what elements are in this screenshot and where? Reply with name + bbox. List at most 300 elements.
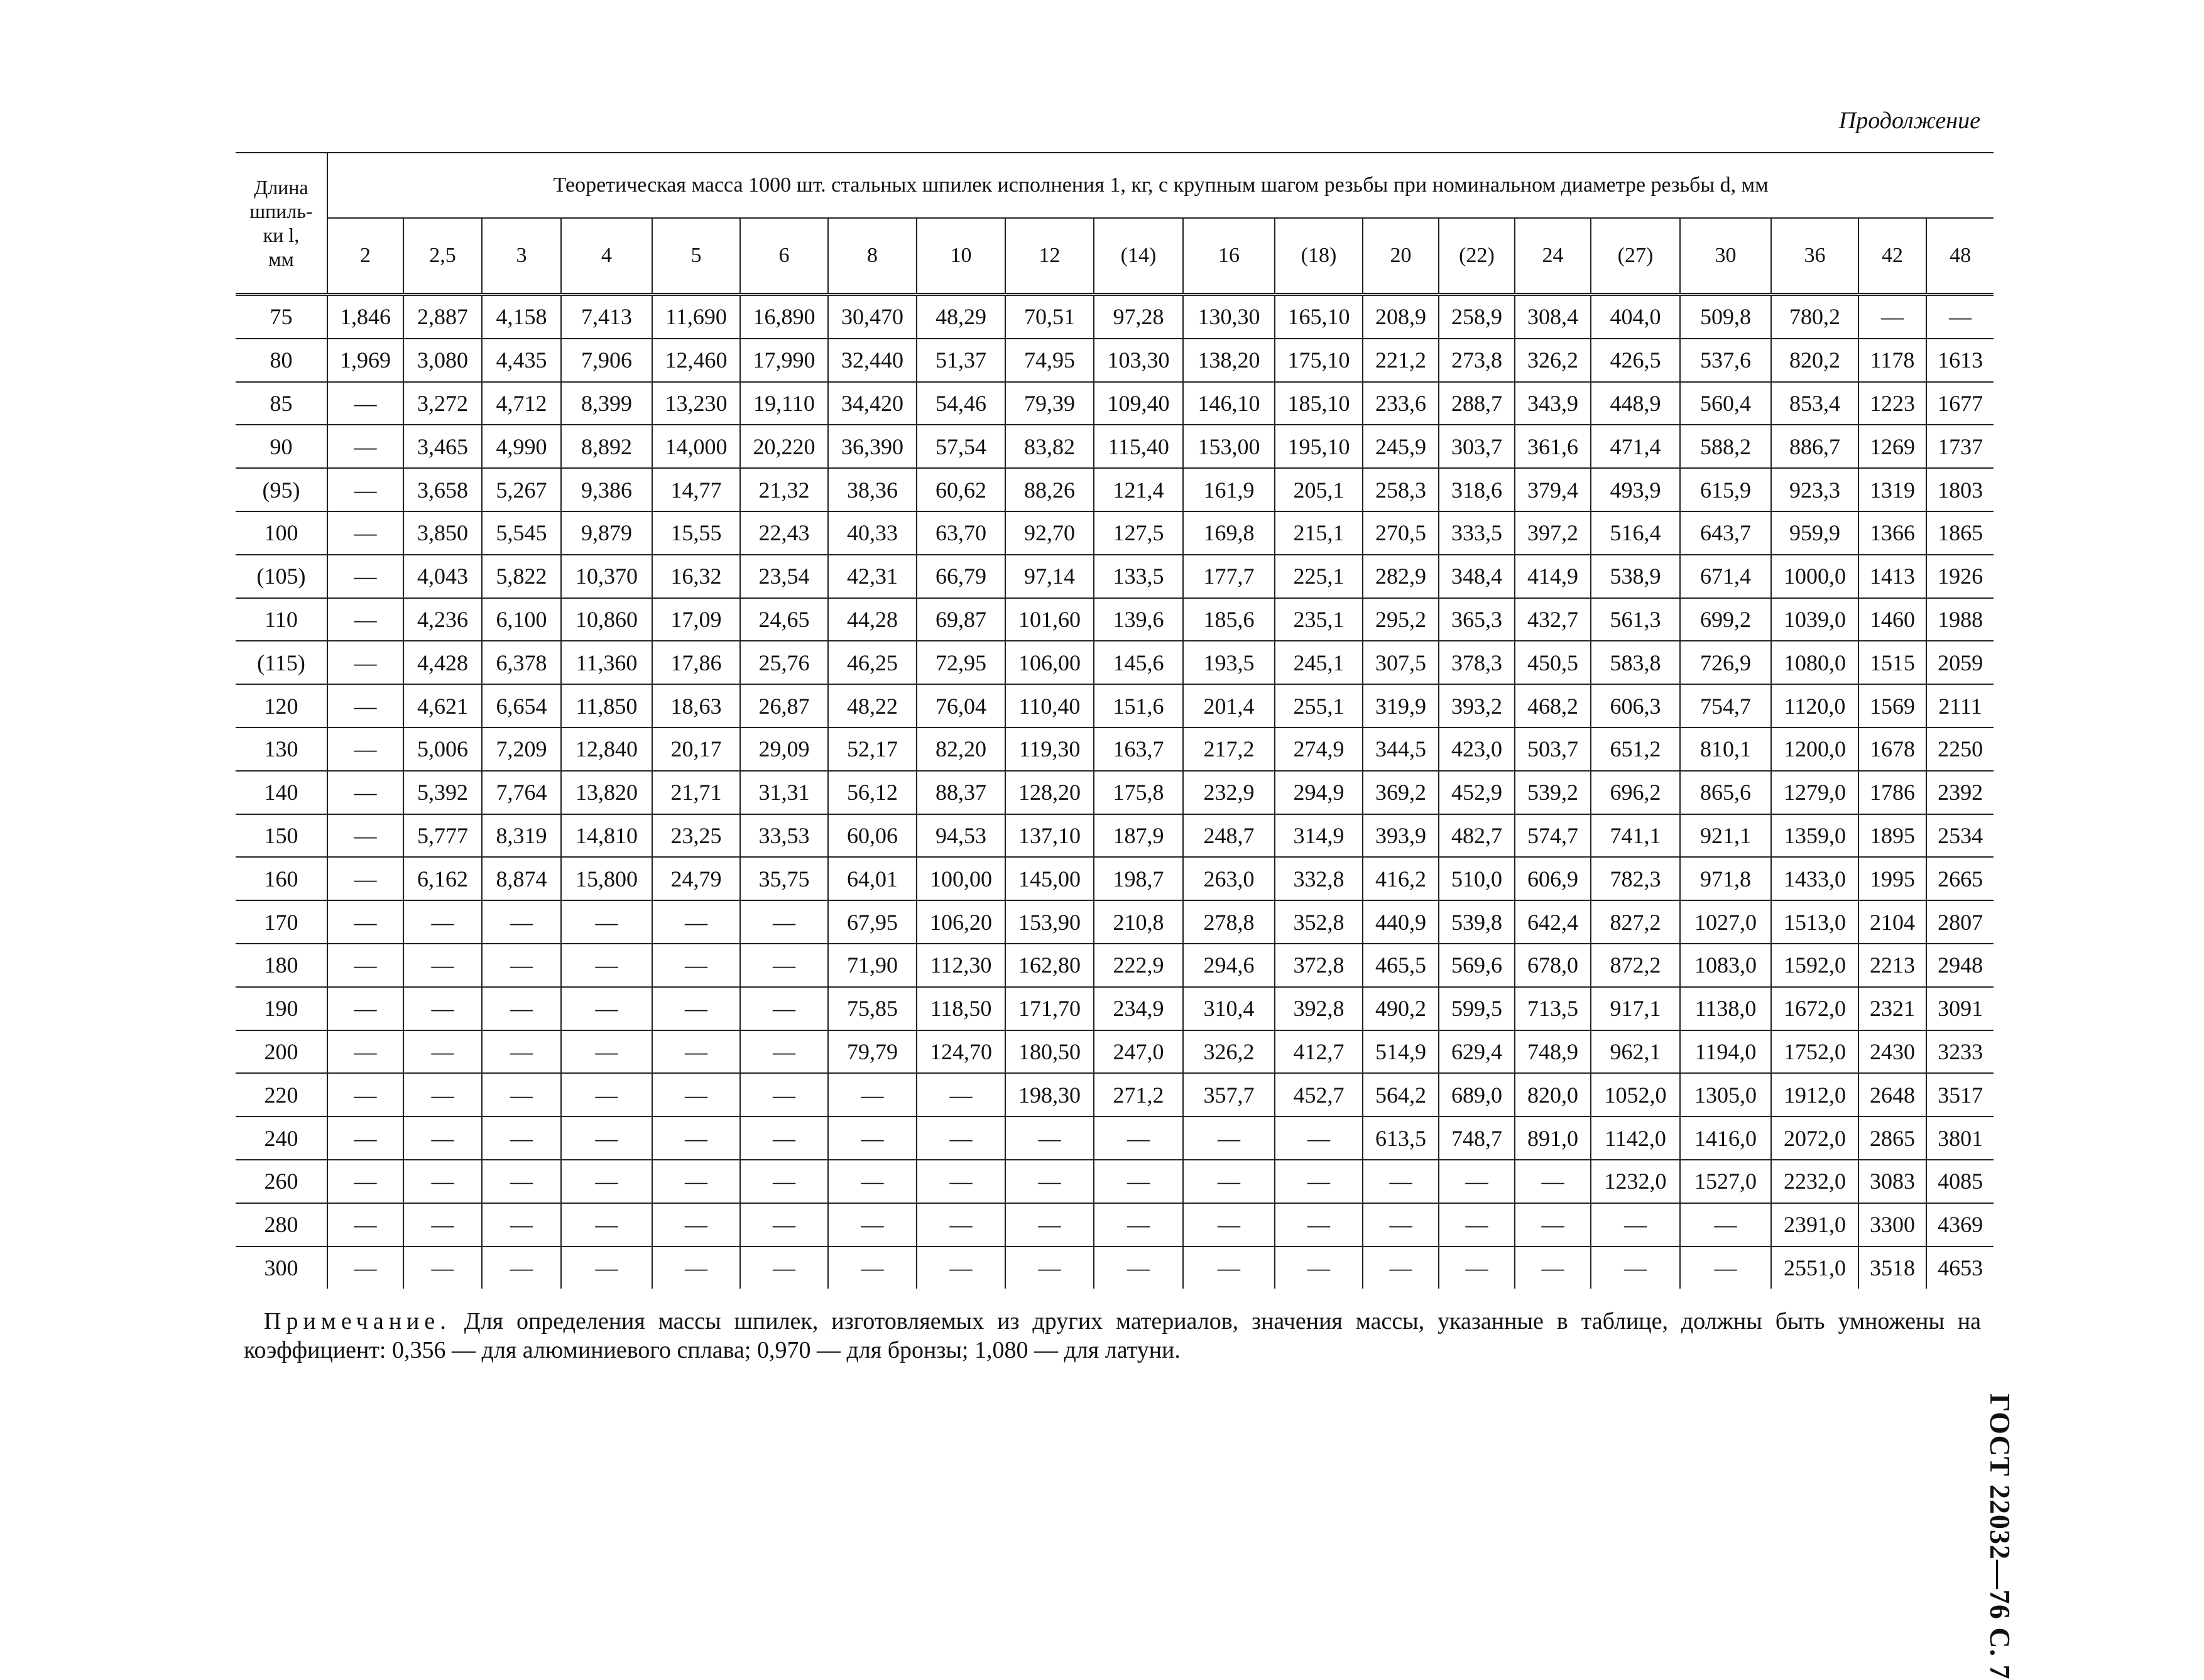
mass-cell: 344,5 [1363, 728, 1439, 771]
mass-cell: — [1591, 1203, 1680, 1246]
mass-cell: 569,6 [1439, 944, 1515, 987]
mass-cell: — [327, 1203, 403, 1246]
mass-cell: 2213 [1858, 944, 1926, 987]
mass-cell: 127,5 [1094, 511, 1183, 555]
mass-cell: 1895 [1858, 814, 1926, 858]
mass-cell: 1672,0 [1771, 987, 1858, 1030]
mass-cell: — [828, 1246, 917, 1289]
length-header-line-3: ки l, [263, 224, 300, 246]
mass-cell: 1138,0 [1680, 987, 1771, 1030]
mass-cell: 88,26 [1005, 468, 1094, 511]
mass-cell: 827,2 [1591, 900, 1680, 944]
table-row [236, 857, 1994, 900]
mass-cell: 1,969 [327, 339, 403, 382]
length-cell: (95) [236, 468, 327, 511]
mass-cell: 48,22 [828, 684, 917, 728]
length-cell: (105) [236, 555, 327, 598]
mass-cell: — [327, 900, 403, 944]
mass-cell: 393,2 [1439, 684, 1515, 728]
mass-cell: — [652, 944, 740, 987]
mass-cell: 109,40 [1094, 382, 1183, 425]
table-row [236, 1246, 1994, 1289]
mass-cell: — [1094, 1203, 1183, 1246]
mass-cell: 79,39 [1005, 382, 1094, 425]
mass-cell: 1865 [1926, 511, 1994, 555]
mass-cell: — [482, 1246, 561, 1289]
mass-cell: — [917, 1116, 1005, 1160]
mass-cell: 258,3 [1363, 468, 1439, 511]
mass-cell: — [482, 1116, 561, 1160]
mass-cell: — [652, 1246, 740, 1289]
mass-cell: 1178 [1858, 339, 1926, 382]
mass-cell: 780,2 [1771, 295, 1858, 339]
diameter-header: 12 [1005, 218, 1094, 295]
mass-cell: 332,8 [1275, 857, 1363, 900]
length-cell: 75 [236, 295, 327, 339]
mass-cell: — [652, 1160, 740, 1203]
mass-cell: 52,17 [828, 728, 917, 771]
mass-cell: 561,3 [1591, 598, 1680, 641]
mass-cell: 24,79 [652, 857, 740, 900]
mass-cell: — [403, 900, 482, 944]
mass-cell: — [1363, 1203, 1439, 1246]
mass-cell: — [561, 1160, 652, 1203]
mass-cell: — [828, 1203, 917, 1246]
mass-cell: 1269 [1858, 425, 1926, 468]
mass-cell: — [740, 1073, 828, 1116]
diameter-header: (18) [1275, 218, 1363, 295]
mass-cell: 318,6 [1439, 468, 1515, 511]
mass-cell: 171,70 [1005, 987, 1094, 1030]
mass-cell: 452,9 [1439, 771, 1515, 814]
mass-cell: 3518 [1858, 1246, 1926, 1289]
mass-cell: 10,860 [561, 598, 652, 641]
mass-cell: — [740, 987, 828, 1030]
mass-cell: 245,1 [1275, 641, 1363, 684]
mass-cell: — [327, 814, 403, 858]
mass-cell: 282,9 [1363, 555, 1439, 598]
mass-cell: 510,0 [1439, 857, 1515, 900]
mass-cell: 33,53 [740, 814, 828, 858]
mass-cell: 971,8 [1680, 857, 1771, 900]
mass-cell: 234,9 [1094, 987, 1183, 1030]
note-text: Для определения массы шпилек, изготовляемых из других материалов, значения массы, указанные в таблице, должны быть умножены на коэффициент: 0,356 — для алюминиевого сплава; 0,970 — для бронзы; 1,080 — для латуни. [244, 1308, 1981, 1363]
table-row [236, 339, 1994, 382]
note-label: Примечание. [264, 1308, 451, 1334]
mass-cell: 310,4 [1183, 987, 1275, 1030]
mass-cell: 2111 [1926, 684, 1994, 728]
mass-cell: 232,9 [1183, 771, 1275, 814]
mass-cell: — [1858, 295, 1926, 339]
mass-cell: — [1183, 1116, 1275, 1160]
mass-cell: — [917, 1160, 1005, 1203]
mass-cell: 30,470 [828, 295, 917, 339]
mass-cell: 2430 [1858, 1030, 1926, 1074]
mass-cell: 539,2 [1515, 771, 1591, 814]
mass-cell: 921,1 [1680, 814, 1771, 858]
mass-cell: 6,378 [482, 641, 561, 684]
mass-cell: 119,30 [1005, 728, 1094, 771]
mass-cell: 153,00 [1183, 425, 1275, 468]
mass-cell: 465,5 [1363, 944, 1439, 987]
mass-cell: 357,7 [1183, 1073, 1275, 1116]
mass-cell: 3083 [1858, 1160, 1926, 1203]
mass-cell: 245,9 [1363, 425, 1439, 468]
mass-cell: 1366 [1858, 511, 1926, 555]
mass-cell: — [828, 1116, 917, 1160]
mass-cell: 7,413 [561, 295, 652, 339]
mass-cell: 699,2 [1680, 598, 1771, 641]
mass-cell: 3300 [1858, 1203, 1926, 1246]
mass-cell: 20,17 [652, 728, 740, 771]
mass-cell: 7,764 [482, 771, 561, 814]
mass-cell: 13,230 [652, 382, 740, 425]
mass-cell: 1592,0 [1771, 944, 1858, 987]
mass-cell: 917,1 [1591, 987, 1680, 1030]
mass-cell: 16,890 [740, 295, 828, 339]
mass-cell: 8,892 [561, 425, 652, 468]
mass-cell: 583,8 [1591, 641, 1680, 684]
mass-cell: 153,90 [1005, 900, 1094, 944]
mass-cell: 294,6 [1183, 944, 1275, 987]
mass-cell: 6,100 [482, 598, 561, 641]
mass-cell: 35,75 [740, 857, 828, 900]
diameter-header: (14) [1094, 218, 1183, 295]
mass-cell: 426,5 [1591, 339, 1680, 382]
length-cell: 180 [236, 944, 327, 987]
mass-cell: — [652, 900, 740, 944]
mass-cell: 5,777 [403, 814, 482, 858]
mass-cell: 1677 [1926, 382, 1994, 425]
mass-cell: 79,79 [828, 1030, 917, 1074]
mass-cell: 651,2 [1591, 728, 1680, 771]
mass-cell: 274,9 [1275, 728, 1363, 771]
mass-cell: — [652, 1073, 740, 1116]
mass-cell: 2534 [1926, 814, 1994, 858]
table-row [236, 598, 1994, 641]
mass-cell: 365,3 [1439, 598, 1515, 641]
table-row [236, 900, 1994, 944]
diameter-header: 48 [1926, 218, 1994, 295]
mass-cell: 67,95 [828, 900, 917, 944]
mass-cell: 46,25 [828, 641, 917, 684]
mass-cell: 1460 [1858, 598, 1926, 641]
mass-cell: 112,30 [917, 944, 1005, 987]
mass-cell: 853,4 [1771, 382, 1858, 425]
mass-cell: 820,2 [1771, 339, 1858, 382]
mass-cell: — [403, 1116, 482, 1160]
mass-cell: 490,2 [1363, 987, 1439, 1030]
mass-cell: 1120,0 [1771, 684, 1858, 728]
table-row [236, 684, 1994, 728]
mass-cell: 1737 [1926, 425, 1994, 468]
mass-cell: 193,5 [1183, 641, 1275, 684]
mass-cell: 599,5 [1439, 987, 1515, 1030]
mass-cell: — [652, 1116, 740, 1160]
mass-cell: 32,440 [828, 339, 917, 382]
mass-cell: 124,70 [917, 1030, 1005, 1074]
mass-cell: — [482, 1073, 561, 1116]
mass-cell: 4085 [1926, 1160, 1994, 1203]
table-row [236, 1073, 1994, 1116]
mass-cell: 2232,0 [1771, 1160, 1858, 1203]
mass-cell: 378,3 [1439, 641, 1515, 684]
mass-cell: — [1680, 1246, 1771, 1289]
length-cell: 130 [236, 728, 327, 771]
mass-cell: — [403, 1160, 482, 1203]
continuation-label: Продолжение [1838, 107, 1980, 134]
mass-cell: 4,712 [482, 382, 561, 425]
mass-cell: 8,399 [561, 382, 652, 425]
mass-cell: 303,7 [1439, 425, 1515, 468]
table-row [236, 1116, 1994, 1160]
mass-cell: 1142,0 [1591, 1116, 1680, 1160]
mass-cell: 29,09 [740, 728, 828, 771]
table-row [236, 382, 1994, 425]
length-cell: 150 [236, 814, 327, 858]
mass-cell: 1305,0 [1680, 1073, 1771, 1116]
mass-cell: 60,62 [917, 468, 1005, 511]
table-row [236, 425, 1994, 468]
mass-cell: — [327, 468, 403, 511]
mass-cell: 38,36 [828, 468, 917, 511]
mass-cell: 145,6 [1094, 641, 1183, 684]
mass-cell: — [1515, 1246, 1591, 1289]
mass-cell: 248,7 [1183, 814, 1275, 858]
mass-cell: 163,7 [1094, 728, 1183, 771]
mass-cell: 100,00 [917, 857, 1005, 900]
mass-cell: 1912,0 [1771, 1073, 1858, 1116]
mass-cell: 258,9 [1439, 295, 1515, 339]
mass-cell: 1527,0 [1680, 1160, 1771, 1203]
mass-cell: — [327, 857, 403, 900]
mass-cell: 5,006 [403, 728, 482, 771]
mass-cell: 1988 [1926, 598, 1994, 641]
diameter-header: 36 [1771, 218, 1858, 295]
mass-cell: 872,2 [1591, 944, 1680, 987]
mass-cell: 271,2 [1094, 1073, 1183, 1116]
mass-cell: 1027,0 [1680, 900, 1771, 944]
mass-cell: 42,31 [828, 555, 917, 598]
mass-cell: — [1005, 1203, 1094, 1246]
mass-cell: 221,2 [1363, 339, 1439, 382]
mass-cell: 923,3 [1771, 468, 1858, 511]
mass-cell: 4369 [1926, 1203, 1994, 1246]
mass-cell: 3091 [1926, 987, 1994, 1030]
mass-cell: 187,9 [1094, 814, 1183, 858]
table-row [236, 1030, 1994, 1074]
mass-cell: 21,71 [652, 771, 740, 814]
mass-cell: — [327, 728, 403, 771]
mass-cell: 9,879 [561, 511, 652, 555]
mass-cell: 4,158 [482, 295, 561, 339]
length-cell: (115) [236, 641, 327, 684]
mass-cell: 1926 [1926, 555, 1994, 598]
mass-cell: 233,6 [1363, 382, 1439, 425]
mass-cell: — [482, 900, 561, 944]
mass-cell: — [652, 1030, 740, 1074]
mass-cell: — [327, 598, 403, 641]
mass-cell: — [1926, 295, 1994, 339]
mass-cell: 613,5 [1363, 1116, 1439, 1160]
mass-cell: 14,000 [652, 425, 740, 468]
mass-cell: 1995 [1858, 857, 1926, 900]
mass-cell: — [917, 1246, 1005, 1289]
mass-cell: 66,79 [917, 555, 1005, 598]
mass-cell: — [652, 987, 740, 1030]
mass-cell: 754,7 [1680, 684, 1771, 728]
mass-cell: 71,90 [828, 944, 917, 987]
mass-cell: — [327, 1030, 403, 1074]
mass-cell: 369,2 [1363, 771, 1439, 814]
mass-cell: 959,9 [1771, 511, 1858, 555]
mass-cell: — [917, 1073, 1005, 1116]
mass-cell: 361,6 [1515, 425, 1591, 468]
mass-cell: — [403, 1073, 482, 1116]
length-cell: 170 [236, 900, 327, 944]
mass-cell: 1413 [1858, 555, 1926, 598]
mass-cell: — [482, 1030, 561, 1074]
mass-cell: — [327, 382, 403, 425]
mass-cell: — [327, 425, 403, 468]
mass-cell: 696,2 [1591, 771, 1680, 814]
mass-cell: 1232,0 [1591, 1160, 1680, 1203]
mass-cell: 92,70 [1005, 511, 1094, 555]
mass-cell: 20,220 [740, 425, 828, 468]
mass-cell: 195,10 [1275, 425, 1363, 468]
mass-cell: 133,5 [1094, 555, 1183, 598]
mass-cell: 1279,0 [1771, 771, 1858, 814]
mass-cell: 539,8 [1439, 900, 1515, 944]
mass-cell: 8,874 [482, 857, 561, 900]
mass-cell: 509,8 [1680, 295, 1771, 339]
mass-cell: 4653 [1926, 1246, 1994, 1289]
mass-cell: 1416,0 [1680, 1116, 1771, 1160]
mass-cell: 175,8 [1094, 771, 1183, 814]
diameter-header: 4 [561, 218, 652, 295]
table-row [236, 1203, 1994, 1246]
diameter-header: 30 [1680, 218, 1771, 295]
mass-cell: 56,12 [828, 771, 917, 814]
mass-cell: 2250 [1926, 728, 1994, 771]
mass-cell: — [740, 1116, 828, 1160]
mass-cell: 1039,0 [1771, 598, 1858, 641]
mass-cell: — [403, 1203, 482, 1246]
mass-cell: — [327, 684, 403, 728]
mass-cell: — [403, 944, 482, 987]
mass-cell: 177,7 [1183, 555, 1275, 598]
mass-cell: 82,20 [917, 728, 1005, 771]
mass-cell: 450,5 [1515, 641, 1591, 684]
mass-cell: 51,37 [917, 339, 1005, 382]
mass-cell: — [327, 1246, 403, 1289]
mass-cell: 886,7 [1771, 425, 1858, 468]
mass-cell: 3,080 [403, 339, 482, 382]
mass-cell: 538,9 [1591, 555, 1680, 598]
mass-cell: 270,5 [1363, 511, 1439, 555]
mass-cell: — [403, 1246, 482, 1289]
mass-cell: 1515 [1858, 641, 1926, 684]
mass-cell: 1200,0 [1771, 728, 1858, 771]
mass-cell: 128,20 [1005, 771, 1094, 814]
mass-cell: 412,7 [1275, 1030, 1363, 1074]
mass-cell: 215,1 [1275, 511, 1363, 555]
mass-cell: 60,06 [828, 814, 917, 858]
mass-cell: 471,4 [1591, 425, 1680, 468]
mass-cell: 10,370 [561, 555, 652, 598]
mass-cell: 94,53 [917, 814, 1005, 858]
mass-cell: — [1515, 1203, 1591, 1246]
mass-cell: — [561, 944, 652, 987]
mass-cell: 3,658 [403, 468, 482, 511]
mass-cell: 372,8 [1275, 944, 1363, 987]
mass-cell: 326,2 [1183, 1030, 1275, 1074]
mass-cell: — [1275, 1160, 1363, 1203]
mass-cell: 423,0 [1439, 728, 1515, 771]
mass-cell: — [327, 1160, 403, 1203]
mass-cell: 689,0 [1439, 1073, 1515, 1116]
mass-cell: 48,29 [917, 295, 1005, 339]
length-header-line-2: шпиль- [249, 200, 313, 222]
mass-cell: 75,85 [828, 987, 917, 1030]
mass-cell: 514,9 [1363, 1030, 1439, 1074]
mass-cell: 145,00 [1005, 857, 1094, 900]
mass-cell: 397,2 [1515, 511, 1591, 555]
mass-cell: — [482, 1160, 561, 1203]
diameter-header: (27) [1591, 218, 1680, 295]
mass-cell: 326,2 [1515, 339, 1591, 382]
mass-cell: — [482, 987, 561, 1030]
mass-cell: 57,54 [917, 425, 1005, 468]
mass-cell: 69,87 [917, 598, 1005, 641]
length-cell: 260 [236, 1160, 327, 1203]
mass-cell: 643,7 [1680, 511, 1771, 555]
mass-cell: 16,32 [652, 555, 740, 598]
mass-cell: 63,70 [917, 511, 1005, 555]
mass-cell: 40,33 [828, 511, 917, 555]
table-note [244, 1307, 1981, 1365]
mass-cell: 5,545 [482, 511, 561, 555]
mass-cell: 13,820 [561, 771, 652, 814]
length-cell: 140 [236, 771, 327, 814]
table-row [236, 814, 1994, 858]
mass-cell: — [561, 987, 652, 1030]
mass-cell: 2104 [1858, 900, 1926, 944]
table-row [236, 728, 1994, 771]
mass-cell: 564,2 [1363, 1073, 1439, 1116]
mass-cell: — [1439, 1246, 1515, 1289]
mass-cell: 4,043 [403, 555, 482, 598]
length-cell: 90 [236, 425, 327, 468]
mass-cell: — [1275, 1116, 1363, 1160]
mass-cell: 308,4 [1515, 295, 1591, 339]
mass-cell: 1613 [1926, 339, 1994, 382]
mass-cell: 12,460 [652, 339, 740, 382]
length-header-line-4: мм [268, 248, 294, 270]
mass-cell: 165,10 [1275, 295, 1363, 339]
mass-cell: 516,4 [1591, 511, 1680, 555]
mass-cell: 1678 [1858, 728, 1926, 771]
mass-cell: — [1680, 1203, 1771, 1246]
mass-cell: 21,32 [740, 468, 828, 511]
mass-cell: — [403, 987, 482, 1030]
mass-cell: — [561, 1073, 652, 1116]
diameter-header: 16 [1183, 218, 1275, 295]
table-row [236, 511, 1994, 555]
mass-cell: 1752,0 [1771, 1030, 1858, 1074]
mass-cell: 4,435 [482, 339, 561, 382]
length-cell: 200 [236, 1030, 327, 1074]
